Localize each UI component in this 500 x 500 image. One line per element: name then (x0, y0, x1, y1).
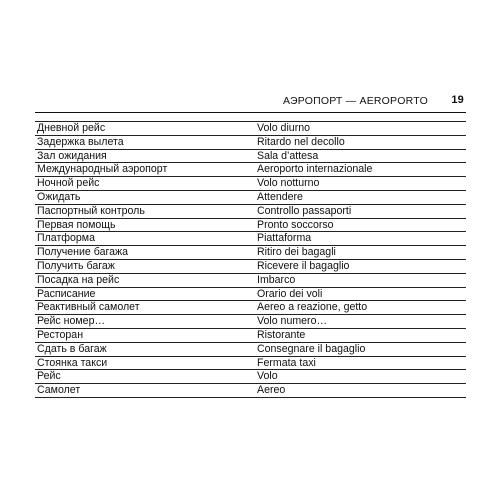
table-row (35, 301, 466, 315)
table-row (35, 342, 466, 356)
russian-term: Ночной рейс (35, 177, 250, 191)
russian-term: Ожидать (35, 190, 250, 204)
table-row (35, 287, 466, 301)
phrase-table-body (35, 122, 466, 398)
table-row (35, 177, 466, 191)
book-page (35, 90, 466, 398)
russian-term: Получение багажа (35, 246, 250, 260)
italian-term: Volo diurno (250, 122, 466, 136)
table-row (35, 163, 466, 177)
table-row (35, 122, 466, 136)
italian-term: Piattaforma (250, 232, 466, 246)
table-row (35, 204, 466, 218)
italian-term: Aereo a reazione, getto (250, 301, 466, 315)
italian-term: Controllo passaporti (250, 204, 466, 218)
italian-term: Sala d’attesa (250, 149, 466, 163)
phrase-table (35, 121, 466, 398)
table-row (35, 218, 466, 232)
russian-term: Рейс номер… (35, 315, 250, 329)
table-row (35, 356, 466, 370)
italian-term: Ristorante (250, 328, 466, 342)
russian-term: Сдать в багаж (35, 342, 250, 356)
table-row (35, 384, 466, 398)
italian-term: Ritardo nel decollo (250, 135, 466, 149)
table-row (35, 190, 466, 204)
italian-term: Ritiro dei bagagli (250, 246, 466, 260)
italian-term: Volo (250, 370, 466, 384)
russian-term: Международный аэропорт (35, 163, 250, 177)
table-row (35, 232, 466, 246)
italian-term: Pronto soccorso (250, 218, 466, 232)
russian-term: Стоянка такси (35, 356, 250, 370)
russian-term: Ресторан (35, 328, 250, 342)
table-row (35, 246, 466, 260)
russian-term: Реактивный самолет (35, 301, 250, 315)
italian-term: Volo numero… (250, 315, 466, 329)
russian-term: Платформа (35, 232, 250, 246)
italian-term: Fermata taxi (250, 356, 466, 370)
russian-term: Посадка на рейс (35, 273, 250, 287)
page-number: 19 (451, 94, 464, 106)
russian-term: Рейс (35, 370, 250, 384)
italian-term: Attendere (250, 190, 466, 204)
italian-term: Aereo (250, 384, 466, 398)
table-row (35, 328, 466, 342)
table-row (35, 370, 466, 384)
russian-term: Первая помощь (35, 218, 250, 232)
italian-term: Ricevere il bagaglio (250, 259, 466, 273)
russian-term: Получить багаж (35, 259, 250, 273)
section-title: АЭРОПОРТ — AEROPORTO (283, 95, 428, 107)
running-head (35, 90, 466, 112)
italian-term: Volo notturno (250, 177, 466, 191)
table-row (35, 149, 466, 163)
russian-term: Дневной рейс (35, 122, 250, 136)
russian-term: Паспортный контроль (35, 204, 250, 218)
italian-term: Orario dei voli (250, 287, 466, 301)
italian-term: Consegnare il bagaglio (250, 342, 466, 356)
italian-term: Aeroporto internazionale (250, 163, 466, 177)
italian-term: Imbarco (250, 273, 466, 287)
table-row (35, 135, 466, 149)
header-rule (35, 112, 466, 113)
table-row (35, 315, 466, 329)
russian-term: Задержка вылета (35, 135, 250, 149)
table-row (35, 259, 466, 273)
russian-term: Зал ожидания (35, 149, 250, 163)
russian-term: Самолет (35, 384, 250, 398)
russian-term: Расписание (35, 287, 250, 301)
table-row (35, 273, 466, 287)
